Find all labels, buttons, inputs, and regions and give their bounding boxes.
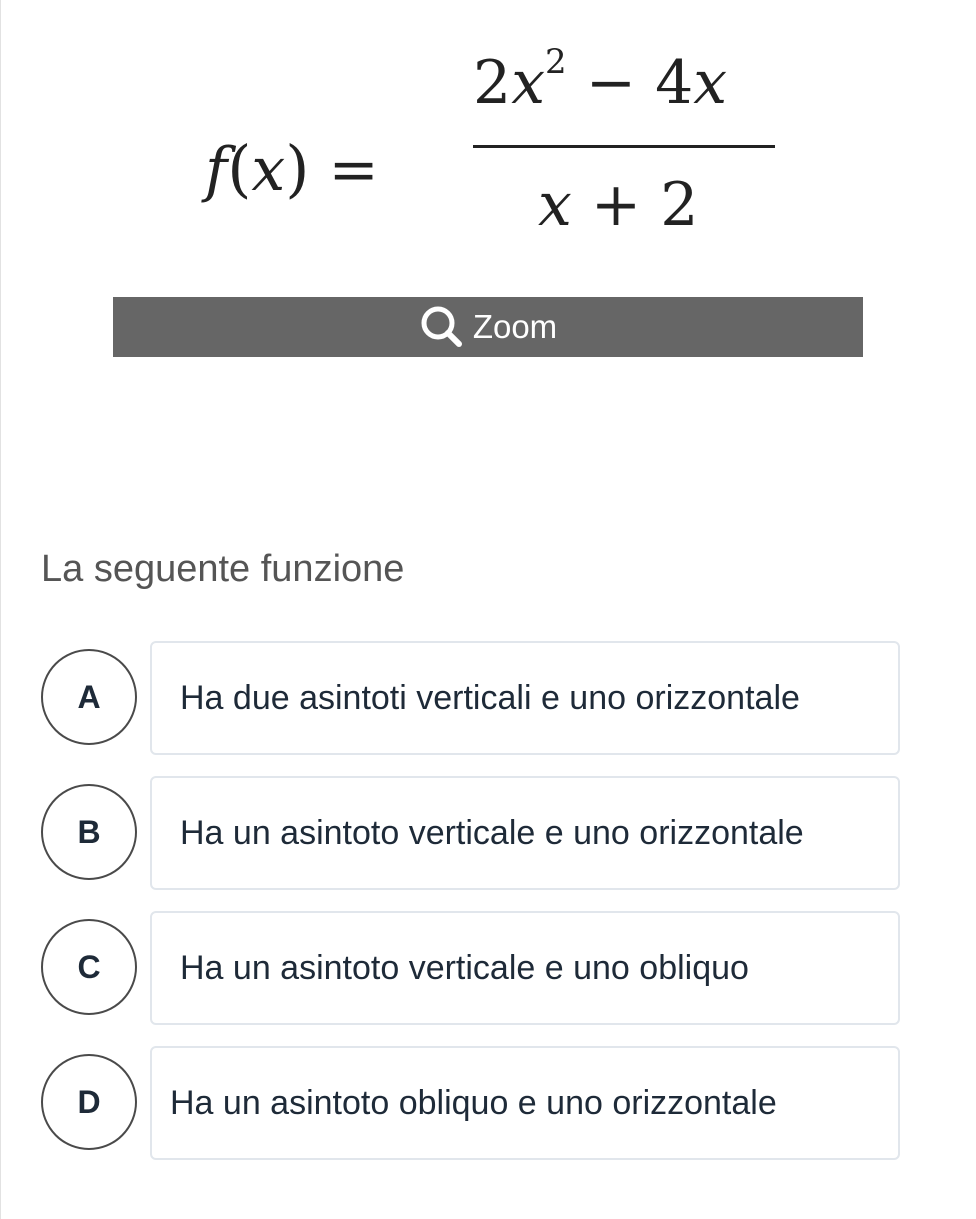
option-b[interactable] [41,776,901,890]
option-c-text: Ha un asintoto verticale e uno obliquo [180,948,749,987]
formula-lhs-var: x [251,135,286,205]
formula-denominator [538,170,698,240]
option-a-letter[interactable]: A [41,649,137,745]
option-c-letter[interactable]: C [41,919,137,1015]
formula-image [205,40,785,250]
formula-num-var: x [511,48,546,118]
option-a-box[interactable] [150,641,900,755]
zoom-label: Zoom [472,308,558,345]
formula-den-rest: + 2 [571,170,699,240]
option-c[interactable] [41,911,901,1025]
formula-num-rest: − 4 [566,48,694,118]
option-d-letter[interactable]: D [41,1054,137,1150]
option-b-text: Ha un asintoto verticale e uno orizzontale [180,813,804,852]
option-d-box[interactable] [150,1046,900,1160]
search-icon [419,304,465,350]
option-c-box[interactable] [150,911,900,1025]
formula-numerator [473,42,728,127]
option-d[interactable] [41,1046,901,1160]
formula-function-name: f [205,135,228,205]
zoom-button[interactable] [113,297,863,357]
option-b-letter[interactable]: B [41,784,137,880]
formula-num-var2: x [693,48,728,118]
formula-fraction-bar [473,145,775,148]
formula-num-coef: 2 [473,48,512,118]
formula-lhs: f(x) = [205,132,379,205]
formula-num-exp: 2 [545,42,567,82]
option-a[interactable] [41,641,901,755]
formula-den-var: x [538,170,572,240]
option-d-text: Ha un asintoto obliquo e uno orizzontale [170,1083,777,1122]
page-left-border [0,0,1,1219]
option-a-text: Ha due asintoti verticali e uno orizzontale [180,678,800,717]
option-b-box[interactable] [150,776,900,890]
question-text: La seguente funzione [41,548,405,590]
